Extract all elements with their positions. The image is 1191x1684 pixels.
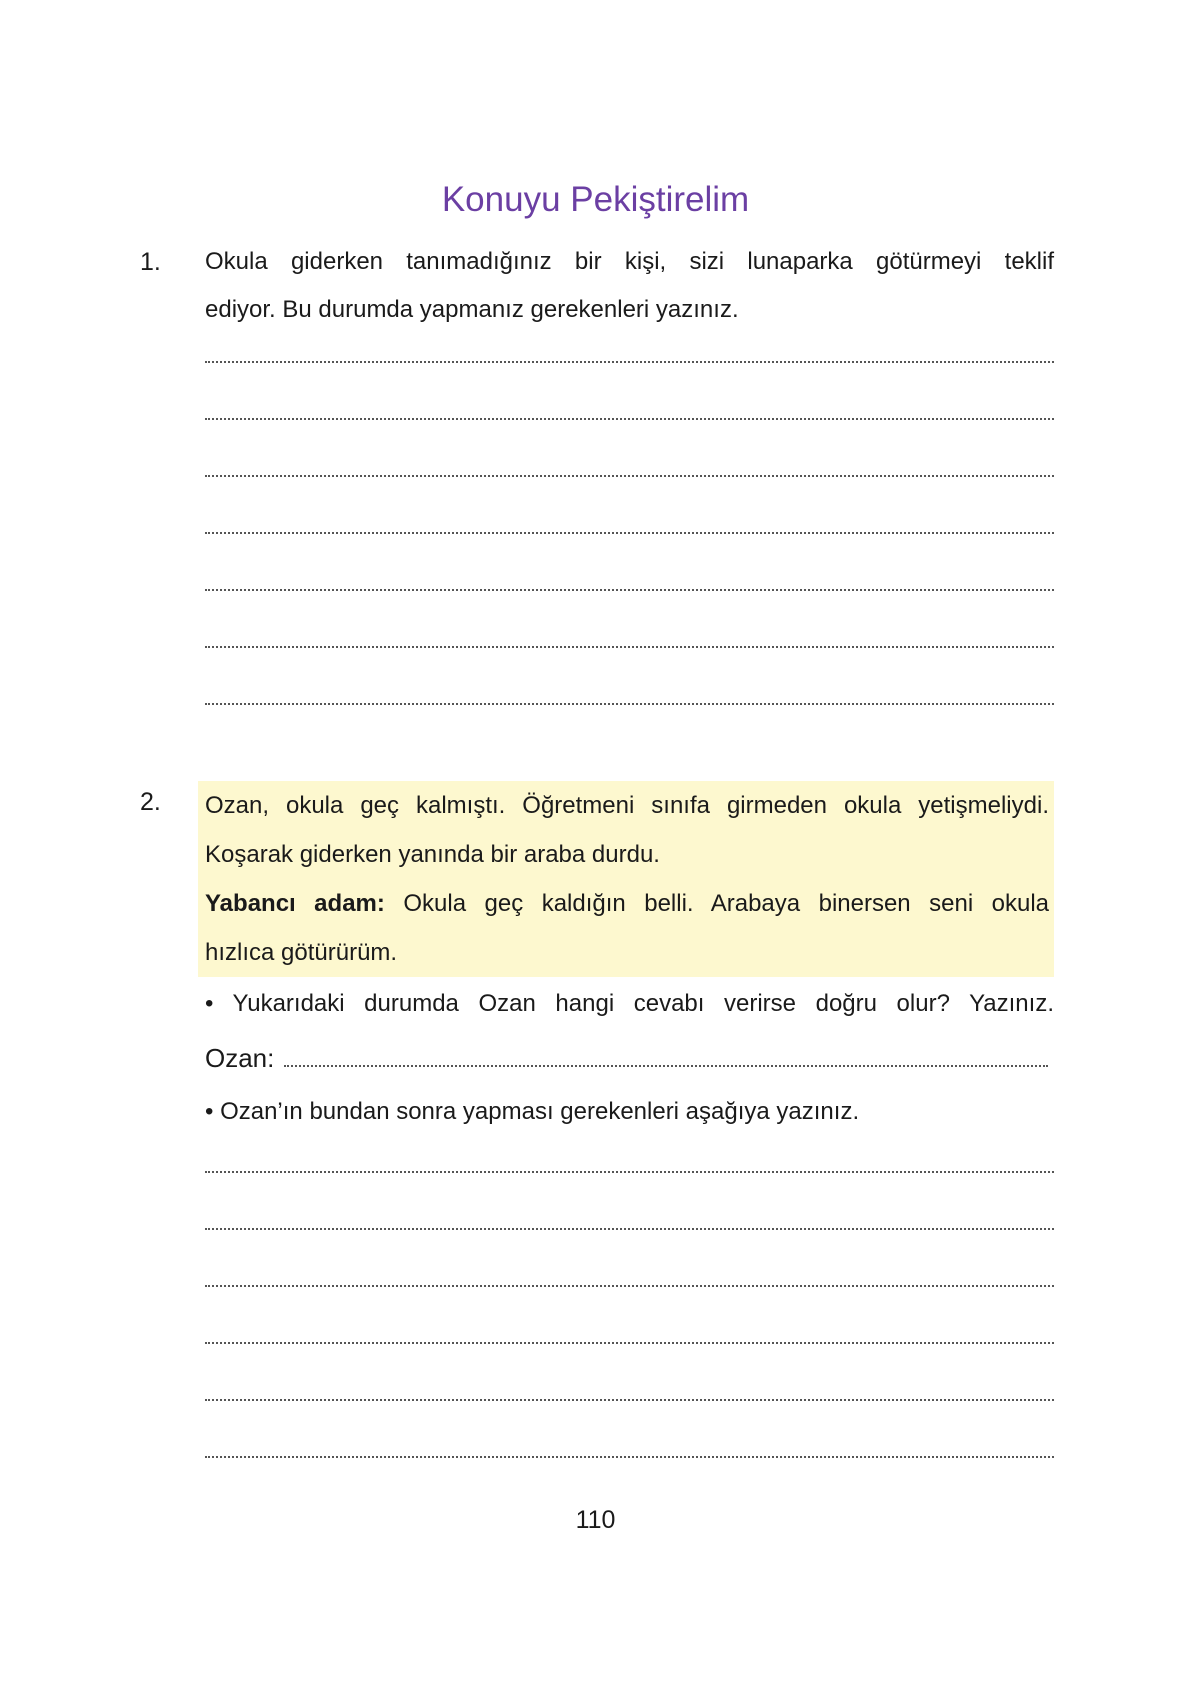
stranger-speech-line-1 <box>205 879 1049 928</box>
answer-line[interactable] <box>205 1139 1054 1173</box>
ozan-answer-line[interactable] <box>284 1065 1048 1067</box>
question-1-line-2: ediyor. Bu durumda yapmanız gerekenleri yazınız. <box>205 296 739 323</box>
ozan-answer-label: Ozan: <box>205 1043 275 1073</box>
answer-line[interactable] <box>205 420 1054 477</box>
answer-line[interactable] <box>205 1344 1054 1401</box>
answer-line[interactable] <box>205 1173 1054 1230</box>
answer-line[interactable] <box>205 334 1054 363</box>
answer-line[interactable] <box>205 477 1054 534</box>
answer-line[interactable] <box>205 648 1054 705</box>
question-2-line-2: Koşarak giderken yanında bir araba durdu. <box>205 841 660 868</box>
page-title: Konuyu Pekiştirelim <box>441 180 750 219</box>
answer-line[interactable] <box>205 1230 1054 1287</box>
worksheet-body <box>140 238 1054 1458</box>
ozan-answer-row <box>205 1031 1054 1085</box>
question-1-line-1: Okula giderken tanımadığınız bir kişi, sizi lunaparka götürmeyi teklif <box>205 248 1054 275</box>
story-highlight-box <box>198 781 1054 977</box>
answer-line[interactable] <box>205 1401 1054 1458</box>
question-2 <box>140 781 1054 1139</box>
bullet-question-1: • Yukarıdaki durumda Ozan hangi cevabı verirse doğru olur? Yazınız. <box>205 990 1054 1017</box>
question-2-line-1: Ozan, okula geç kalmıştı. Öğretmeni sınıfa girmeden okula yetişmeliydi. <box>205 792 1049 819</box>
speech-text: Okula geç kaldığın belli. Arabaya binersen seni okula <box>403 890 1050 917</box>
page-number: 110 <box>575 1506 616 1534</box>
answer-line[interactable] <box>205 1287 1054 1344</box>
bullet-question-2: • Ozan’ın bundan sonra yapması gerekenleri aşağıya yazınız. <box>205 1098 860 1125</box>
answer-line[interactable] <box>205 534 1054 591</box>
question-1-number: 1. <box>140 248 161 276</box>
speaker-label: Yabancı adam: <box>205 890 385 917</box>
stranger-speech-line-2: hızlıca götürürüm. <box>205 939 398 966</box>
answer-line[interactable] <box>205 363 1054 420</box>
answer-line[interactable] <box>205 591 1054 648</box>
question-1 <box>140 238 1054 334</box>
question-2-number: 2. <box>140 788 161 816</box>
